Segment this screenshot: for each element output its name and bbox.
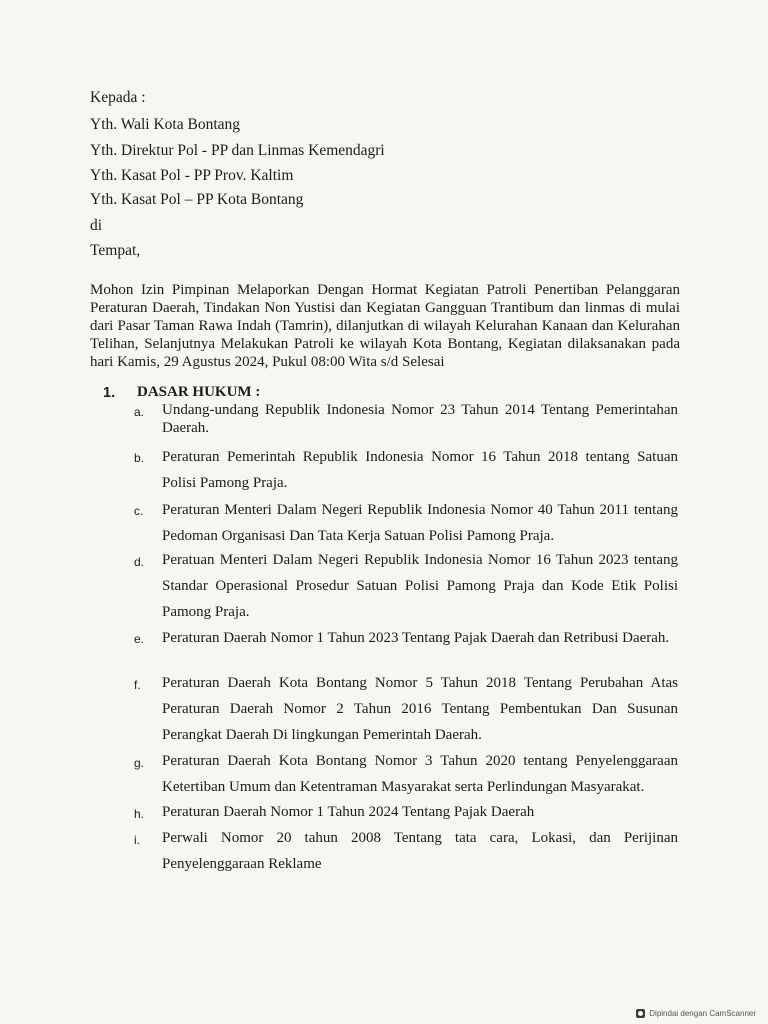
legal-basis-item: Peraturan Pemerintah Republik Indonesia Nomor 16 Tahun 2018 tentang Satuan Polisi Pamong Praja. [162,449,678,491]
intro-paragraph: Mohon Izin Pimpinan Melaporkan Dengan Hormat Kegiatan Patroli Penertiban Pelanggaran Peraturan Daerah, Tindakan Non Yustisi dan Kegiatan Gangguan Trantibum dan linmas di mulai dari Pasar Taman Rawa Indah (Tamrin), dilanjutkan di wilayah Kelurahan Kanaan dan Kelurahan Telihan, Selanjutnya Melakukan Patroli ke wilayah Kota Bontang, Kegiatan dilaksanakan pada hari Kamis, 29 Agustus 2024, Pukul 08:00 Wita s/d Selesai [90,282,680,370]
tempat-label: Tempat, [90,242,141,259]
scanner-watermark [636,1009,756,1018]
item-letter: g. [134,756,145,770]
legal-basis-item: Peratuan Menteri Dalam Negeri Republik Indonesia Nomor 16 Tahun 2023 tentang Standar Operasional Prosedur Satuan Polisi Pamong Praja dan Kode Etik Polisi Pamong Praja. [162,552,678,620]
legal-basis-item: Undang-undang Republik Indonesia Nomor 23 Tahun 2014 Tentang Pemerintahan Daerah. [162,402,678,436]
legal-basis-item: Peraturan Daerah Kota Bontang Nomor 3 Tahun 2020 tentang Penyelenggaraan Ketertiban Umum dan Ketentraman Masyarakat serta Perlindungan Masyarakat. [162,753,678,795]
recipient-line: Yth. Wali Kota Bontang [90,116,241,133]
scanner-text: Dipindai dengan CamScanner [649,1009,756,1018]
item-letter: b. [134,451,145,465]
legal-basis-item: Peraturan Daerah Nomor 1 Tahun 2024 Tentang Pajak Daerah [162,804,535,820]
camscanner-icon [636,1009,645,1018]
legal-basis-item: Peraturan Daerah Kota Bontang Nomor 5 Tahun 2018 Tentang Perubahan Atas Peraturan Daerah Nomor 2 Tahun 2016 Tentang Pembentukan Dan Susunan Perangkat Daerah Di lingkungan Pemerintah Daerah. [162,675,678,743]
item-letter: f. [134,678,141,692]
item-letter: a. [134,405,145,419]
item-letter: c. [134,504,144,518]
recipient-line: Yth. Direktur Pol - PP dan Linmas Kemendagri [90,142,385,159]
item-letter: d. [134,555,145,569]
legal-basis-item: Perwali Nomor 20 tahun 2008 Tentang tata cara, Lokasi, dan Perijinan Penyelenggaraan Reklame [162,830,678,872]
recipient-line: Yth. Kasat Pol - PP Prov. Kaltim [90,167,294,184]
item-letter: h. [134,807,145,821]
item-letter: i. [134,833,140,847]
di-label: di [90,217,103,234]
legal-basis-item: Peraturan Daerah Nomor 1 Tahun 2023 Tentang Pajak Daerah dan Retribusi Daerah. [162,630,670,646]
kepada-label: Kepada : [90,89,146,106]
section-number: 1. [103,385,116,401]
recipient-line: Yth. Kasat Pol – PP Kota Bontang [90,191,304,208]
legal-basis-item: Peraturan Menteri Dalam Negeri Republik Indonesia Nomor 40 Tahun 2011 tentang Pedoman Organisasi Dan Tata Kerja Satuan Polisi Pamong Praja. [162,502,678,544]
section-title: DASAR HUKUM : [137,384,261,400]
item-letter: e. [134,632,145,646]
